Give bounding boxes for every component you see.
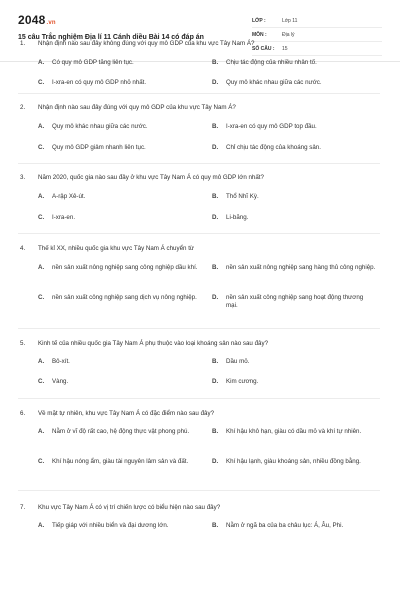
- option-letter: D.: [212, 378, 219, 385]
- option-text: Có quy mô GDP tăng liên tục.: [52, 59, 134, 66]
- option-letter: C.: [38, 79, 45, 86]
- option-letter: A.: [38, 59, 45, 66]
- option-text: nền sản xuất nông nghiệp sang hàng thủ công nghiệp.: [226, 264, 376, 271]
- answer-option[interactable]: [38, 214, 202, 222]
- answer-option[interactable]: [38, 59, 202, 67]
- answer-option[interactable]: [212, 193, 376, 201]
- option-letter: C.: [38, 458, 45, 465]
- answer-option[interactable]: [212, 59, 376, 67]
- question-stem: [20, 40, 368, 48]
- question-number: 4.: [20, 245, 26, 252]
- option-letter: A.: [38, 358, 45, 365]
- option-letter: C.: [38, 144, 45, 151]
- question-divider: [18, 398, 380, 399]
- option-text: Li-băng.: [226, 214, 249, 221]
- option-text: A-rập Xê-út.: [52, 193, 86, 200]
- option-letter: A.: [38, 193, 45, 200]
- question-number: 1.: [20, 40, 26, 47]
- answer-option[interactable]: [38, 522, 202, 530]
- option-text: Thổ Nhĩ Kỳ.: [226, 193, 259, 200]
- question-number: 2.: [20, 104, 26, 111]
- answer-option[interactable]: [38, 123, 202, 131]
- option-text: Quy mô GDP giảm nhanh liên tục.: [52, 144, 146, 151]
- document-meta: [252, 14, 382, 56]
- question-text: Nhận định nào sau đây đúng với quy mô GDP của khu vực Tây Nam Á?: [38, 104, 236, 111]
- meta-value: Lớp 11: [282, 17, 298, 24]
- option-text: Khí hậu nóng ẩm, giàu tài nguyên lâm sản và đất.: [52, 458, 189, 465]
- question-stem: [20, 504, 368, 512]
- option-text: I-xra-en có quy mô GDP top đầu.: [226, 123, 317, 130]
- answer-option[interactable]: [212, 144, 376, 152]
- question-stem: [20, 104, 368, 112]
- option-letter: B.: [212, 264, 219, 271]
- option-text: Bô-xít.: [52, 358, 70, 365]
- logo-main: 2048: [18, 13, 46, 27]
- option-text: Quy mô khác nhau giữa các nước.: [52, 123, 148, 130]
- option-letter: C.: [38, 214, 45, 221]
- meta-value: Địa lý: [282, 31, 295, 38]
- answer-option[interactable]: [212, 378, 376, 386]
- option-text: nền sản xuất công nghiệp sang hoạt động thương mại.: [226, 294, 364, 310]
- document-title: 15 câu Trắc nghiệm Địa lí 11 Cánh diều Bài 14 có đáp án: [18, 34, 204, 41]
- option-text: Nằm ở ngã ba của ba châu lục: Á, Âu, Phi.: [226, 522, 344, 529]
- question-text: Kinh tế của nhiều quốc gia Tây Nam Á phụ thuộc vào loại khoáng sản nào sau đây?: [38, 340, 269, 347]
- question-text: Khu vực Tây Nam Á có vị trí chiến lược có biểu hiện nào sau đây?: [38, 504, 221, 511]
- question-divider: [18, 328, 380, 329]
- answer-option[interactable]: [212, 294, 376, 311]
- answer-option[interactable]: [212, 358, 376, 366]
- option-letter: B.: [212, 358, 219, 365]
- option-text: Vàng.: [52, 378, 69, 385]
- answer-option[interactable]: [212, 522, 376, 530]
- option-letter: D.: [212, 144, 219, 151]
- option-letter: C.: [38, 294, 45, 301]
- option-text: I-xra-en có quy mô GDP nhỏ nhất.: [52, 79, 147, 86]
- question-stem: [20, 245, 368, 253]
- option-text: Tiếp giáp với nhiều biển và đại dương lớn.: [52, 522, 169, 529]
- question-divider: [18, 233, 380, 234]
- option-text: Dầu mỏ.: [226, 358, 250, 365]
- question-text: Về mặt tự nhiên, khu vực Tây Nam Á có đặc điểm nào sau đây?: [38, 410, 215, 417]
- option-text: I-xra-en.: [52, 214, 76, 221]
- option-letter: A.: [38, 522, 45, 529]
- option-text: Quy mô khác nhau giữa các nước.: [226, 79, 322, 86]
- meta-key: MÔN :: [252, 31, 267, 38]
- question-divider: [18, 163, 380, 164]
- option-text: Khí hậu lạnh, giàu khoáng sản, nhiều đồng bằng.: [226, 458, 361, 465]
- option-letter: D.: [212, 79, 219, 86]
- option-text: nền sản xuất nông nghiệp sang công nghiệp dầu khí.: [52, 264, 198, 271]
- question-number: 5.: [20, 340, 26, 347]
- question-text: Năm 2020, quốc gia nào sau đây ở khu vực Tây Nam Á có quy mô GDP lớn nhất?: [38, 174, 264, 181]
- answer-option[interactable]: [38, 144, 202, 152]
- question-divider: [18, 93, 380, 94]
- meta-value: 15: [282, 45, 288, 52]
- option-letter: C.: [38, 378, 45, 385]
- question-divider: [18, 490, 380, 491]
- question-stem: [20, 410, 368, 418]
- option-text: Chỉ chịu tác động của khoáng sản.: [226, 144, 321, 151]
- answer-option[interactable]: [212, 428, 376, 436]
- option-letter: B.: [212, 59, 219, 66]
- answer-option[interactable]: [38, 378, 202, 386]
- option-letter: B.: [212, 123, 219, 130]
- answer-option[interactable]: [38, 458, 202, 466]
- question-number: 3.: [20, 174, 26, 181]
- meta-row-grade: [252, 14, 382, 28]
- answer-option[interactable]: [38, 193, 202, 201]
- option-letter: A.: [38, 123, 45, 130]
- answer-option[interactable]: [38, 294, 202, 302]
- answer-option[interactable]: [38, 79, 202, 87]
- answer-option[interactable]: [212, 79, 376, 87]
- meta-key: LỚP :: [252, 17, 266, 24]
- option-text: Nằm ở vĩ độ rất cao, hệ động thực vật phong phú.: [52, 428, 190, 435]
- question-stem: [20, 174, 368, 182]
- option-letter: D.: [212, 294, 219, 301]
- answer-option[interactable]: [212, 123, 376, 131]
- option-text: Khí hậu khô hạn, giàu có dầu mỏ và khí tự nhiên.: [226, 428, 362, 435]
- question-stem: [20, 340, 368, 348]
- answer-option[interactable]: [38, 264, 202, 272]
- answer-option[interactable]: [38, 358, 202, 366]
- meta-key: SỐ CÂU :: [252, 45, 275, 52]
- question-text: Thế kỉ XX, nhiều quốc gia khu vực Tây Nam Á chuyển từ: [38, 245, 195, 252]
- answer-option[interactable]: [212, 264, 376, 272]
- answer-option[interactable]: [212, 214, 376, 222]
- option-letter: A.: [38, 264, 45, 271]
- option-letter: B.: [212, 428, 219, 435]
- option-text: Kim cương.: [226, 378, 259, 385]
- document-header: [0, 0, 400, 62]
- logo-suffix: .vn: [46, 20, 56, 26]
- answer-option[interactable]: [38, 428, 202, 436]
- site-logo[interactable]: [18, 13, 56, 27]
- option-letter: A.: [38, 428, 45, 435]
- option-letter: B.: [212, 193, 219, 200]
- answer-option[interactable]: [212, 458, 376, 466]
- option-text: Chịu tác động của nhiều nhân tố.: [226, 59, 317, 66]
- option-text: nền sản xuất công nghiệp sang dịch vụ nông nghiệp.: [52, 294, 197, 301]
- option-letter: B.: [212, 522, 219, 529]
- option-letter: D.: [212, 458, 219, 465]
- question-number: 6.: [20, 410, 26, 417]
- option-letter: D.: [212, 214, 219, 221]
- question-text: Nhận định nào sau đây không đúng với quy mô GDP của khu vực Tây Nam Á?: [38, 40, 255, 47]
- question-number: 7.: [20, 504, 26, 511]
